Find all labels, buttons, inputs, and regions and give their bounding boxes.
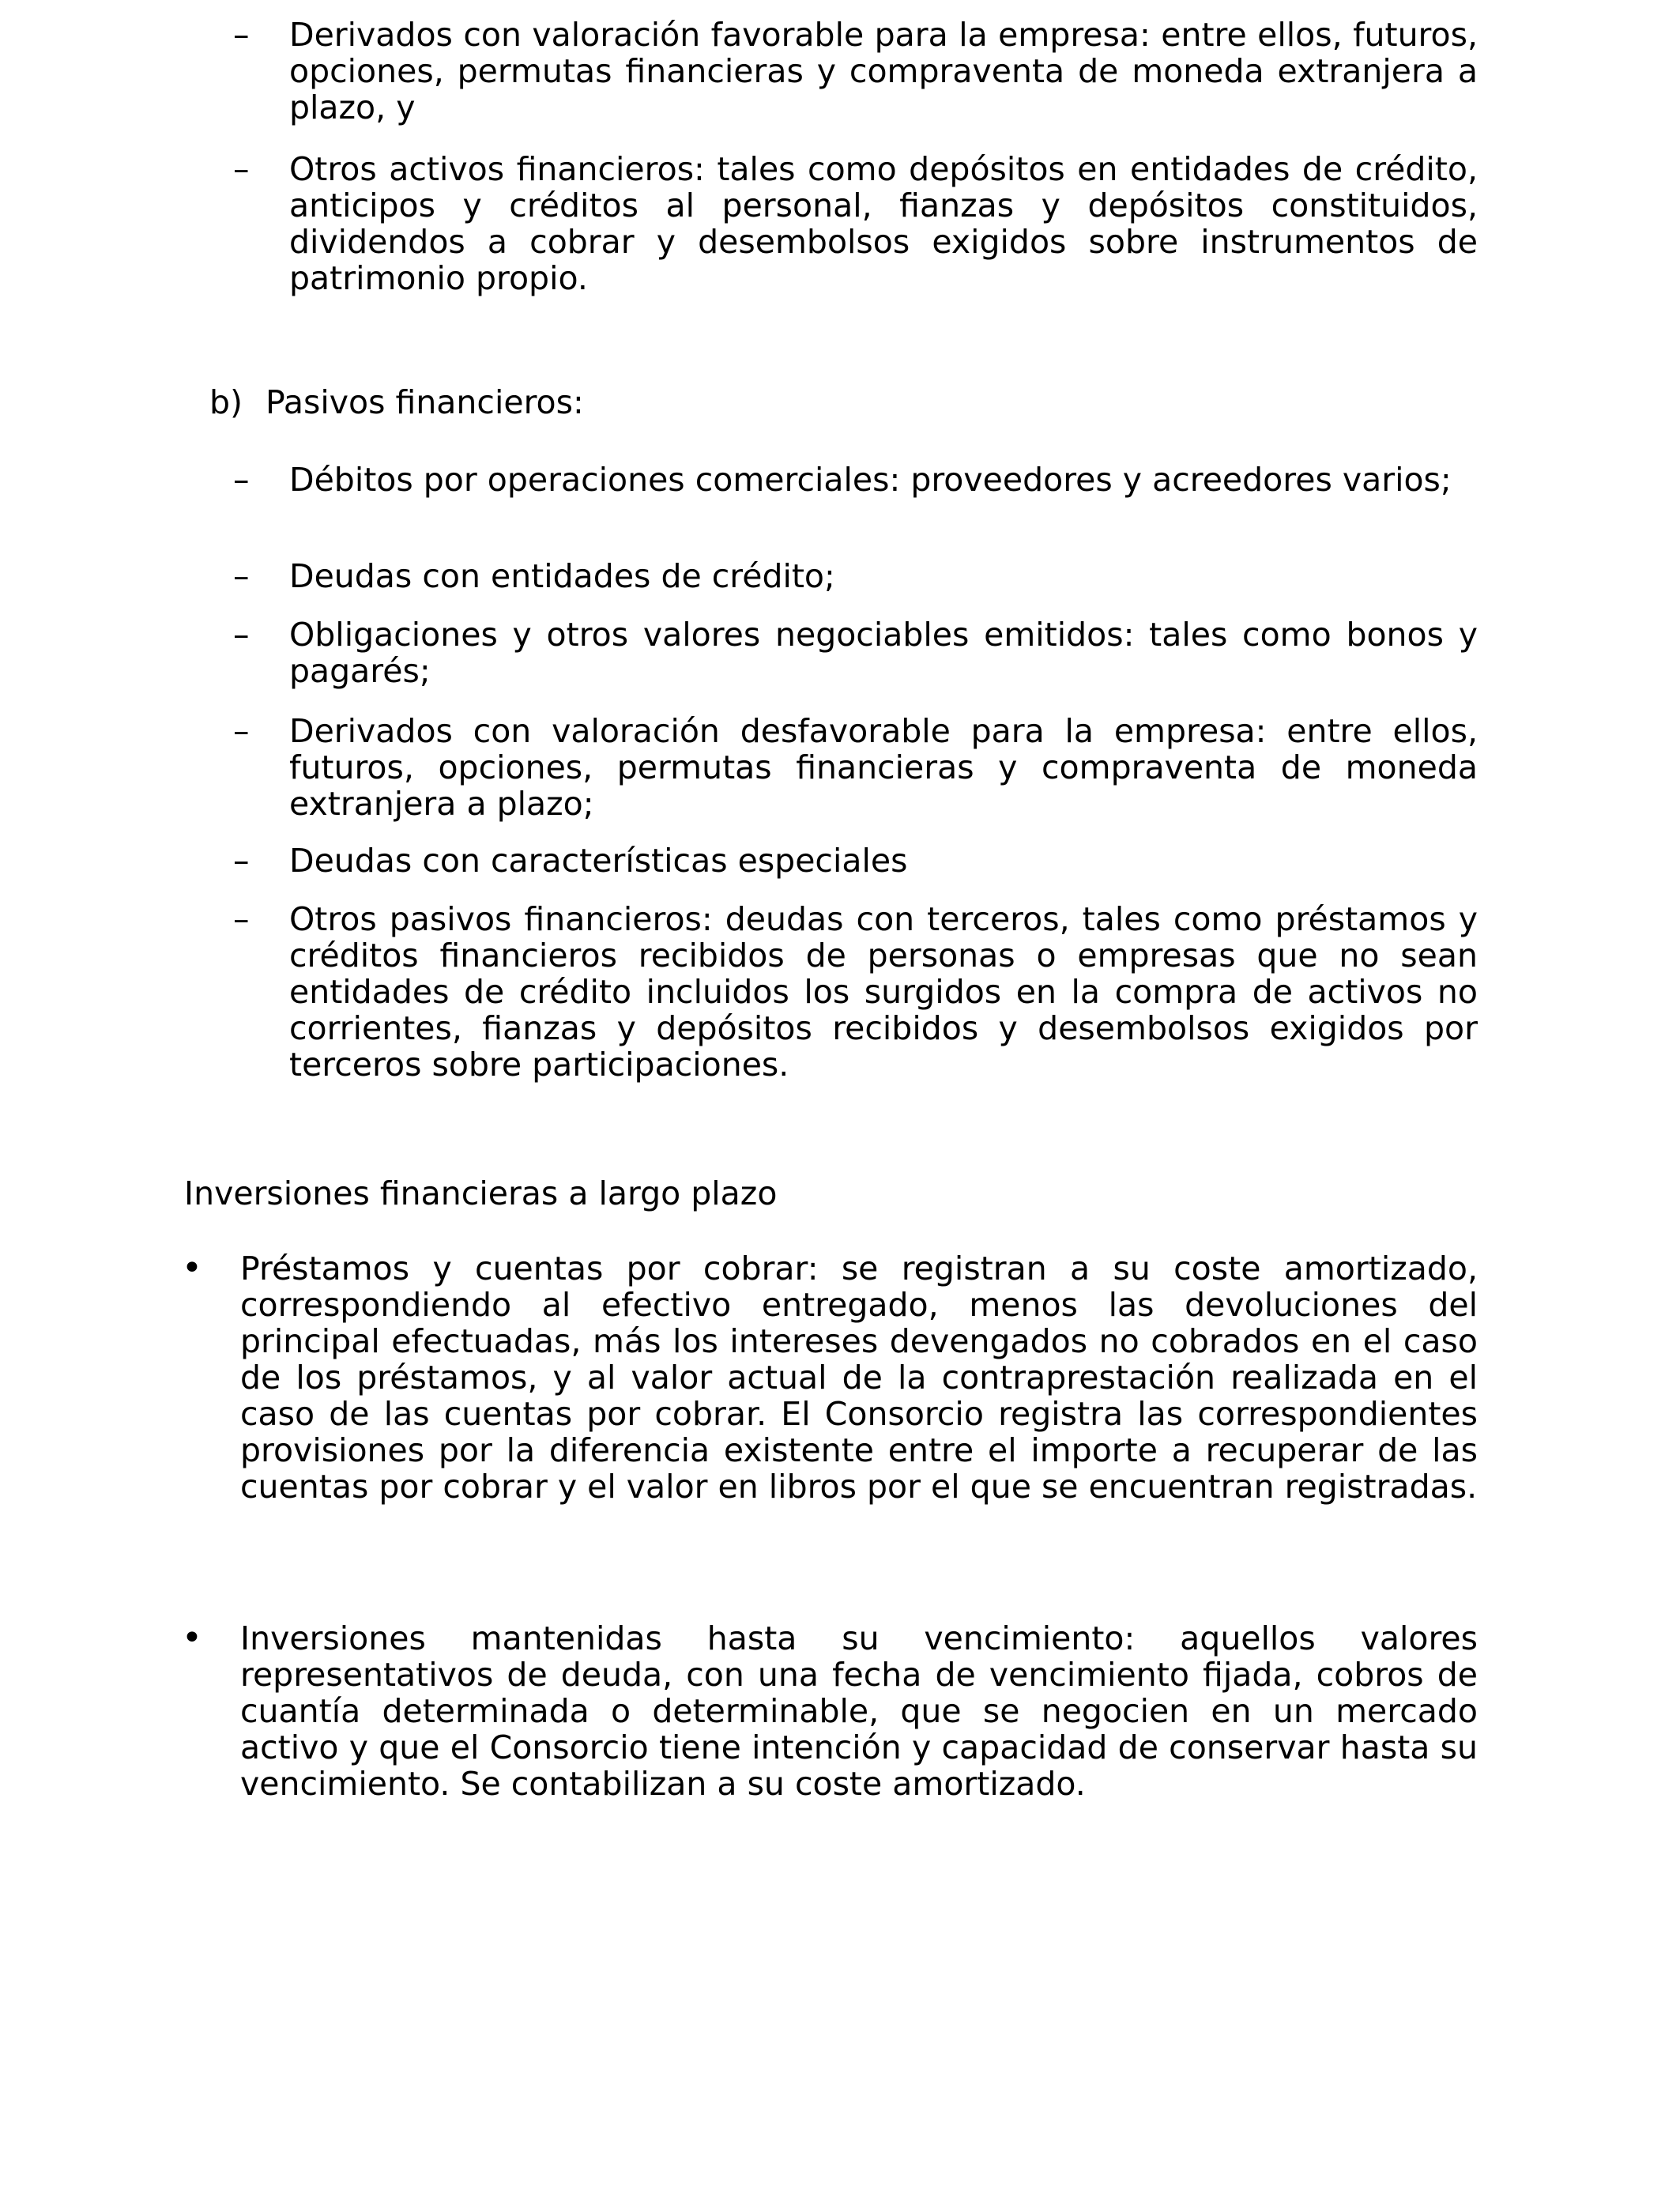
dash-marker: – [233,900,250,938]
dash-marker: – [233,461,250,499]
pasivos-list-item [233,713,1478,822]
list-item-text: Préstamos y cuentas por cobrar: se registran a su coste amortizado, correspondiendo al efectivo entregado, menos las devoluciones del principal efectuadas, más los intereses devengados no cobrados en el caso de los préstamos, y al valor actual de la contraprestación realizada en el caso de las cuentas por cobrar. El Consorcio registra las correspondientes provisiones por la diferencia existente entre el importe a recuperar de las cuentas por cobrar y el valor en libros por el que se encuentran registradas. [240,1250,1478,1506]
pasivos-heading-text: Pasivos financieros: [266,383,584,421]
list-item-text: Débitos por operaciones comerciales: proveedores y acreedores varios; [289,461,1452,499]
bullet-marker: • [182,1248,202,1288]
dash-marker: – [233,842,250,880]
list-item-text: Derivados con valoración desfavorable para la empresa: entre ellos, futuros, opciones, permutas financieras y compraventa de moneda extranjera a plazo; [289,712,1478,823]
list-item-text: Derivados con valoración favorable para la empresa: entre ellos, futuros, opciones, permutas financieras y compraventa de moneda extranjera a plazo, y [289,16,1478,126]
pasivos-list-item [233,558,1478,594]
dash-marker: – [233,616,250,654]
pasivos-list-item [233,901,1478,1083]
activos-list-item [233,17,1478,126]
pasivos-list-item [233,616,1478,689]
list-item-text: Otros activos financieros: tales como depósitos en entidades de crédito, anticipos y créditos al personal, fianzas y depósitos constituidos, dividendos a cobrar y desembolsos exigidos sobre instrumentos de patrimonio propio. [289,150,1478,297]
list-item-text: Otros pasivos financieros: deudas con terceros, tales como préstamos y créditos financieros recibidos de personas o empresas que no sean entidades de crédito incluidos los surgidos en la compra de activos no corrientes, fianzas y depósitos recibidos y desembolsos exigidos por terceros sobre participaciones. [289,900,1478,1084]
dash-marker: – [233,557,250,595]
list-item-text: Obligaciones y otros valores negociables emitidos: tales como bonos y pagarés; [289,616,1478,690]
bullet-marker: • [182,1618,202,1658]
pasivos-list-item [233,462,1478,498]
dash-marker: – [233,150,250,188]
pasivos-list-item [233,843,1478,879]
dash-marker: – [233,16,250,54]
activos-list-item [233,151,1478,296]
inversiones-list-item [182,1620,1478,1802]
pasivos-heading [209,384,584,420]
section-heading: Inversiones financieras a largo plazo [184,1174,778,1212]
list-item-text: Deudas con entidades de crédito; [289,557,835,595]
enumeration-marker: b) [209,383,243,421]
inversiones-list-item [182,1250,1478,1505]
list-item-text: Inversiones mantenidas hasta su vencimiento: aquellos valores representativos de deuda, con una fecha de vencimiento fijada, cobros de cuantía determinada o determinable, que se negocien en un mercado activo y que el Consorcio tiene intención y capacidad de conservar hasta su vencimiento. Se contabilizan a su coste amortizado. [240,1619,1478,1803]
list-item-text: Deudas con características especiales [289,842,908,880]
dash-marker: – [233,712,250,750]
